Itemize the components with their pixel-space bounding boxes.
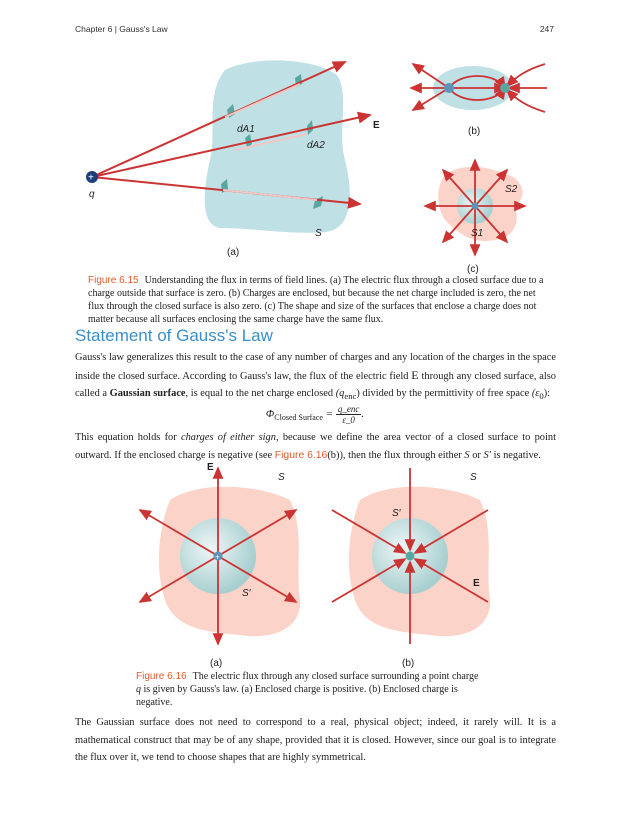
paragraph-closing: The Gaussian surface does not need to correspond to a real, physical object; indeed, it rarely will. It is a mathematical construct that may be of any shape, provided that it is closed. However, since our goal is to integrate the flux over it, we tend to choose shapes that are highly symmetrical. bbox=[75, 717, 556, 763]
label-q: q bbox=[89, 189, 95, 200]
label-S1: S1 bbox=[471, 228, 484, 239]
label-Sprime-b: S′ bbox=[392, 508, 401, 519]
field-vector: E bbox=[411, 367, 419, 382]
label-a: (a) bbox=[227, 247, 240, 258]
label-Sprime-a: S′ bbox=[242, 588, 251, 599]
label-E-a: E bbox=[207, 462, 214, 473]
figure-6-16-link[interactable]: Figure 6.16 bbox=[274, 449, 328, 461]
term-gaussian-surface: Gaussian surface bbox=[109, 388, 186, 399]
paragraph-sign: This equation holds for charges of either sign, because we define the area vector of a closed surface to point outward. If the enclosed charge is negative (see Figure 6.16(b)), then the flux through either S or S′ is negative. bbox=[75, 432, 556, 461]
chapter-header: Chapter 6 | Gauss's Law bbox=[75, 24, 168, 34]
gauss-law-equation: $\Phi_{Closed Surface}$ = $\frac{\text{q\_enc}}{\varepsilon\_0}$ . bbox=[265, 404, 365, 425]
label-a: (a) bbox=[210, 658, 223, 669]
positive-charge bbox=[444, 83, 454, 93]
svg-text:+: + bbox=[215, 552, 220, 562]
figure-6-15 bbox=[75, 50, 555, 275]
label-S2: S2 bbox=[505, 184, 518, 195]
figure-6-16-caption: Figure 6.16 The electric flux through any closed surface surrounding a point charge q is given by Gauss's law. (a) Enclosed charge is positive. (b) Enclosed charge is negative. bbox=[136, 671, 479, 708]
label-S: S bbox=[315, 228, 322, 239]
label-E-b: E bbox=[473, 578, 480, 589]
paragraph-intro: Gauss's law generalizes this result to the case of any number of charges and any location of the charges in the space inside the closed surface. According to Gauss's law, the flux of the electric field E through any closed surface, also called a Gaussian surface, is equal to the net charge enclosed $(q_{enc})$ divided by the permittivity of free space $(\varepsilon_0)$: bbox=[75, 352, 557, 402]
section-title: Statement of Gauss's Law bbox=[75, 326, 273, 345]
negative-charge bbox=[500, 83, 510, 93]
label-dA2: dA2 bbox=[307, 140, 325, 151]
page-number: 247 bbox=[539, 24, 554, 34]
label-b: (b) bbox=[402, 658, 415, 669]
label-dA1: dA1 bbox=[237, 124, 255, 135]
caption-label: Figure 6.16 bbox=[136, 671, 187, 682]
label-S-a: S bbox=[278, 472, 285, 483]
figure-6-16 bbox=[130, 460, 510, 670]
label-b: (b) bbox=[468, 126, 481, 137]
caption-label: Figure 6.15 bbox=[88, 275, 139, 286]
figure-6-15-caption bbox=[88, 274, 554, 326]
label-c: (c) bbox=[467, 264, 479, 275]
svg-text:+: + bbox=[88, 172, 94, 184]
label-S-b: S bbox=[470, 472, 477, 483]
label-E: E bbox=[373, 120, 380, 131]
caption-text: Understanding the flux in terms of field lines. (a) The electric flux through a closed surface due to a charge outside that surface is zero. (b) Charges are enclosed, but because the net charge included is zero, the net flux through the closed surface is also zero. (c) The shape and size of the surfaces that enclose a charge does not matter because all surfaces enclosing the same charge have the same flux. bbox=[88, 275, 544, 325]
